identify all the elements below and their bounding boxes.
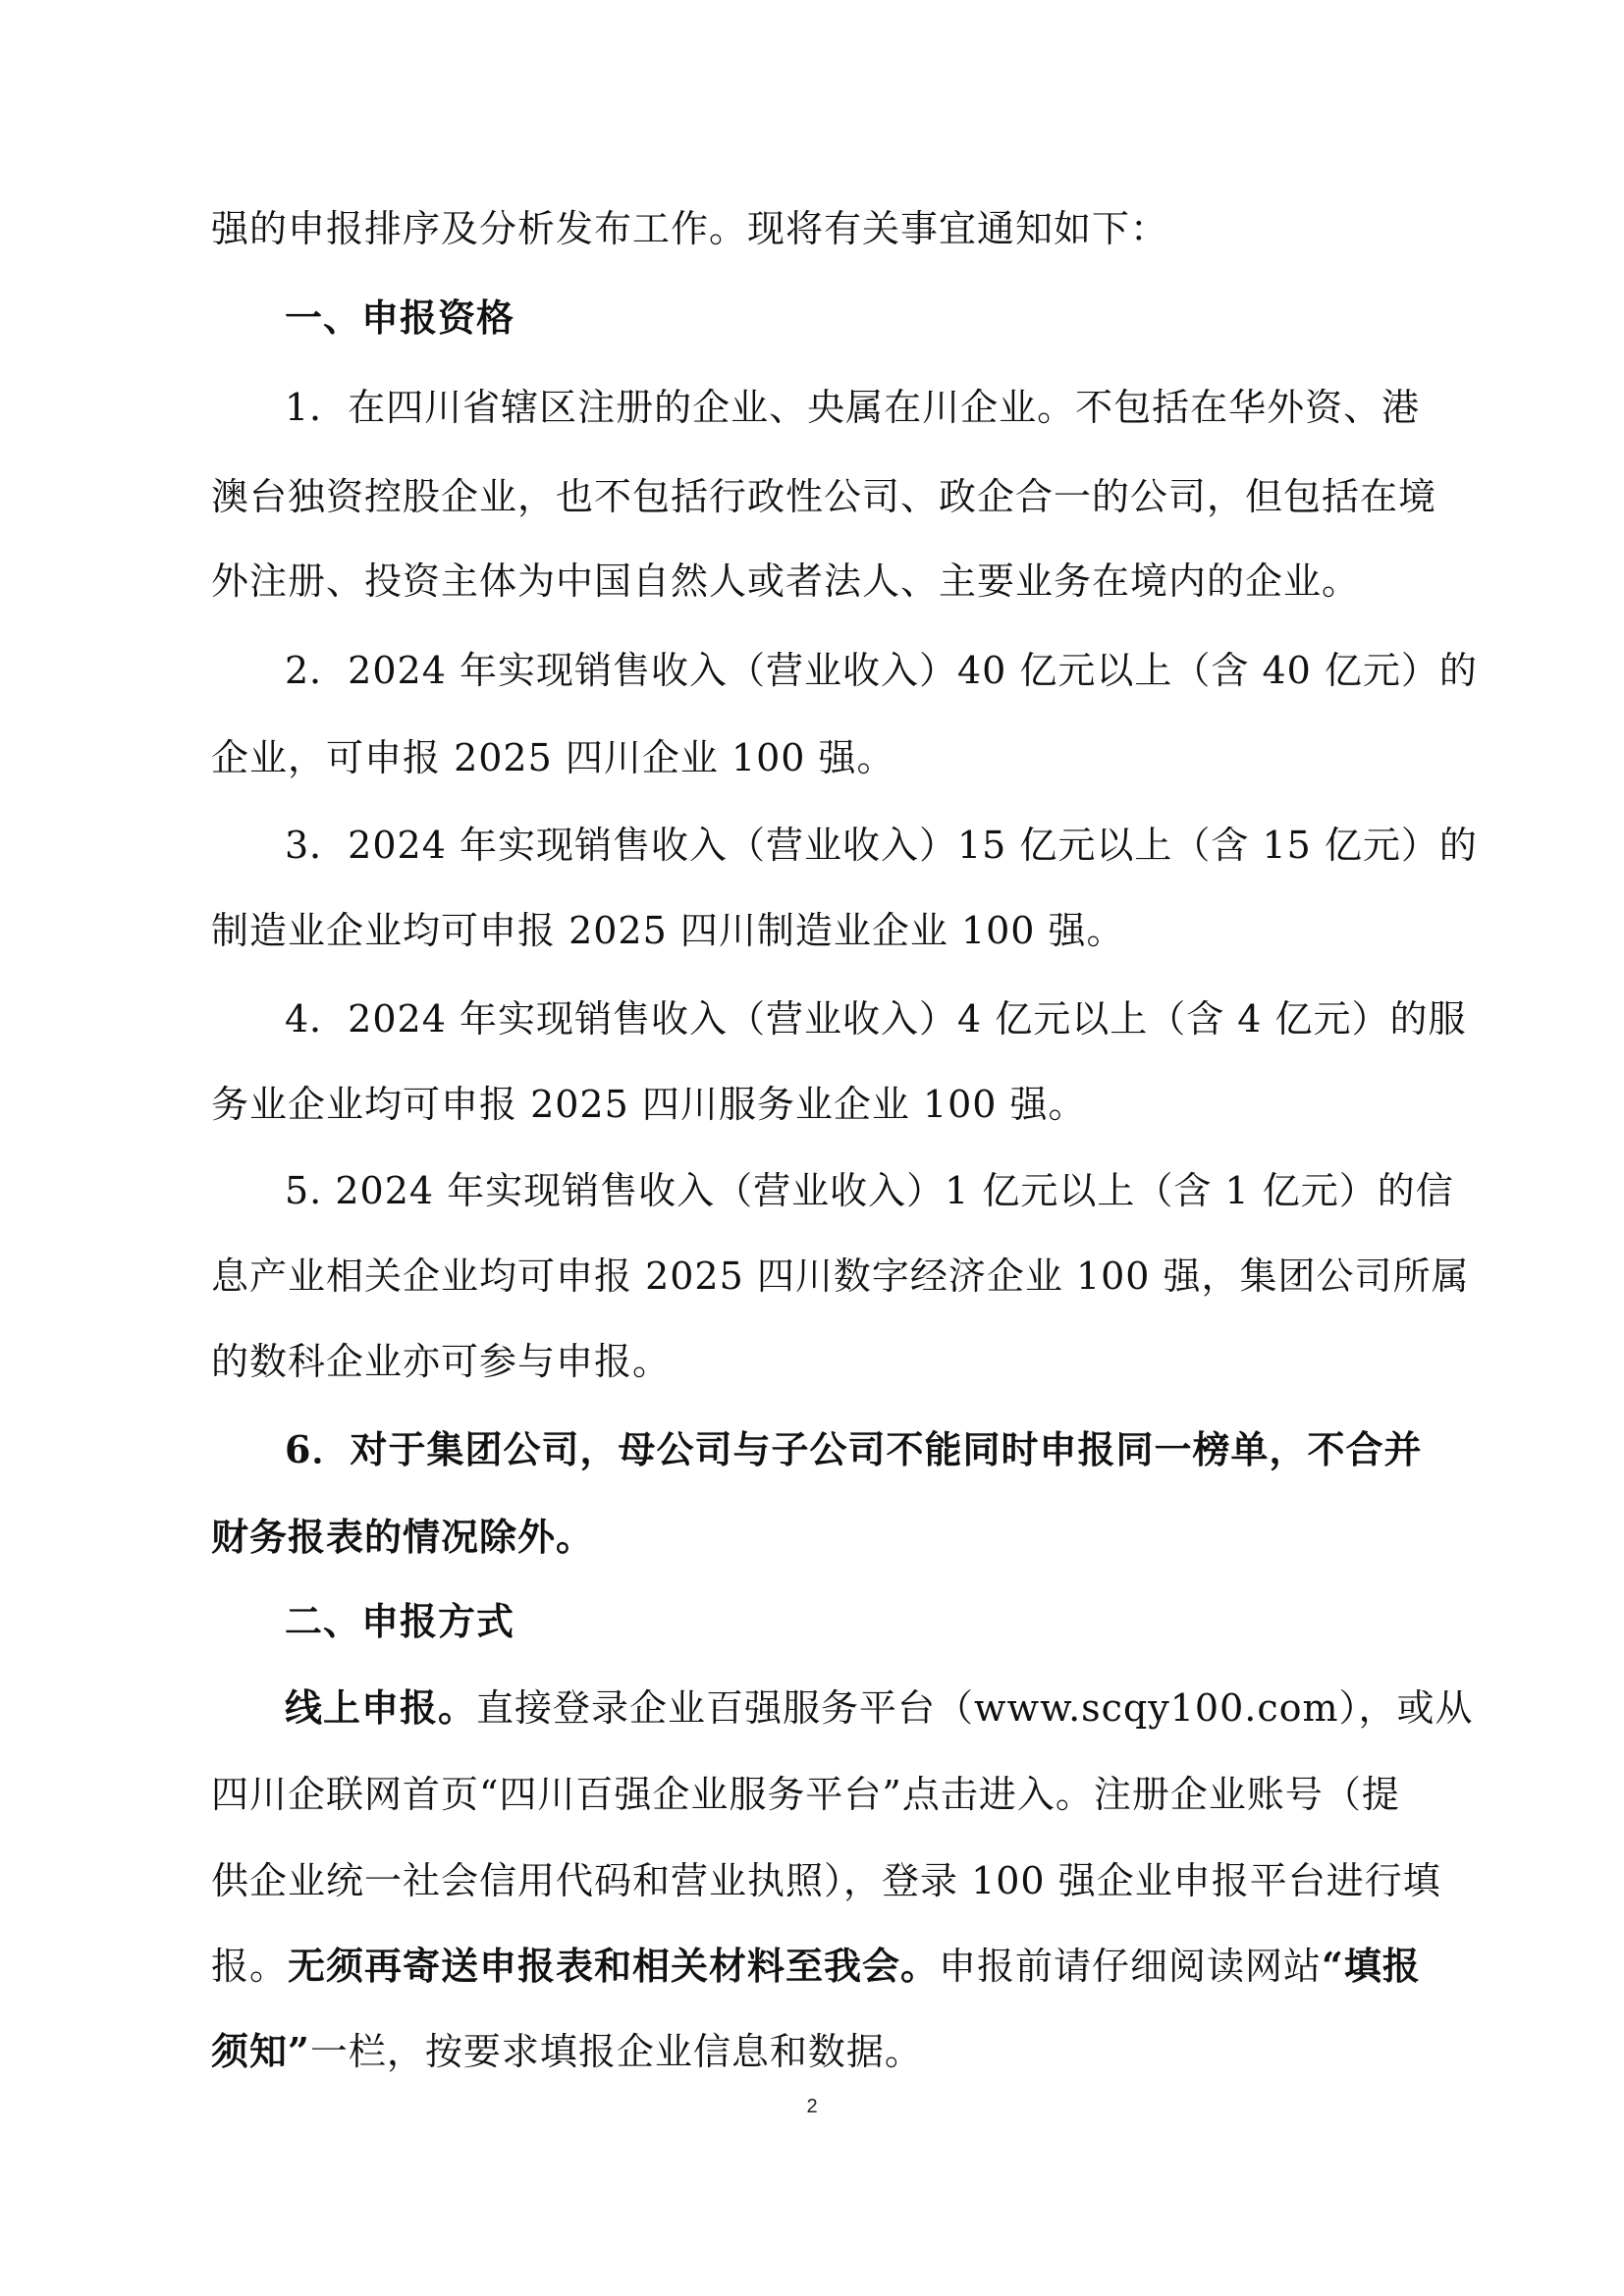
- mixed-line: [211, 2022, 1419, 2081]
- bold-phrase: 线上申报。: [285, 1685, 477, 1730]
- body-line: 四川企联网首页“四川百强企业服务平台”点击进入。注册企业账号（提: [211, 1773, 1400, 1816]
- body-line: 强的申报排序及分析发布工作。现将有关事宜通知如下：: [211, 207, 1169, 250]
- body-line: 企业，可申报 2025 四川企业 100 强。: [211, 736, 895, 779]
- body-line: 务业企业均可申报 2025 四川服务业企业 100 强。: [211, 1083, 1087, 1126]
- bold-phrase: 无须再寄送申报表和相关材料至我会。: [288, 1944, 940, 1988]
- text-run: 申报前请仔细阅读网站: [939, 1945, 1323, 1988]
- section-heading: 一、申报资格: [285, 295, 515, 340]
- body-line: 4．2024 年实现销售收入（营业收入）4 亿元以上（含 4 亿元）的服: [285, 997, 1467, 1041]
- bold-line: 财务报表的情况除外。: [211, 1515, 595, 1559]
- bold-phrase: 须知”: [211, 2029, 310, 2073]
- page-number: 2: [806, 2096, 818, 2117]
- mixed-line: [285, 1679, 1474, 1737]
- body-line: 3．2024 年实现销售收入（营业收入）15 亿元以上（含 15 亿元）的: [285, 824, 1478, 867]
- body-line: 制造业企业均可申报 2025 四川制造业企业 100 强。: [211, 909, 1125, 952]
- body-line: 供企业统一社会信用代码和营业执照），登录 100 强企业申报平台进行填: [211, 1859, 1441, 1902]
- bold-phrase: “填报: [1322, 1944, 1421, 1988]
- body-line: 外注册、投资主体为中国自然人或者法人、主要业务在境内的企业。: [211, 560, 1361, 603]
- text-run: 报。: [211, 1945, 289, 1988]
- text-run: 直接登录企业百强服务平台（www.scqy100.com），或从: [476, 1686, 1474, 1730]
- bold-line: 6．对于集团公司，母公司与子公司不能同时申报同一榜单，不合并: [285, 1427, 1423, 1471]
- body-line: 息产业相关企业均可申报 2025 四川数字经济企业 100 强，集团公司所属: [211, 1255, 1470, 1298]
- body-line: 澳台独资控股企业，也不包括行政性公司、政企合一的公司，但包括在境: [211, 475, 1437, 518]
- text-run: 一栏，按要求填报企业信息和数据。: [309, 2030, 923, 2073]
- mixed-line: [211, 1937, 1419, 1996]
- body-line: 1．在四川省辖区注册的企业、央属在川企业。不包括在华外资、港: [285, 386, 1421, 429]
- section-heading: 二、申报方式: [285, 1599, 515, 1643]
- body-line: 5. 2024 年实现销售收入（营业收入）1 亿元以上（含 1 亿元）的信: [285, 1169, 1454, 1212]
- body-line: 2．2024 年实现销售收入（营业收入）40 亿元以上（含 40 亿元）的: [285, 649, 1478, 692]
- body-line: 的数科企业亦可参与申报。: [211, 1340, 672, 1383]
